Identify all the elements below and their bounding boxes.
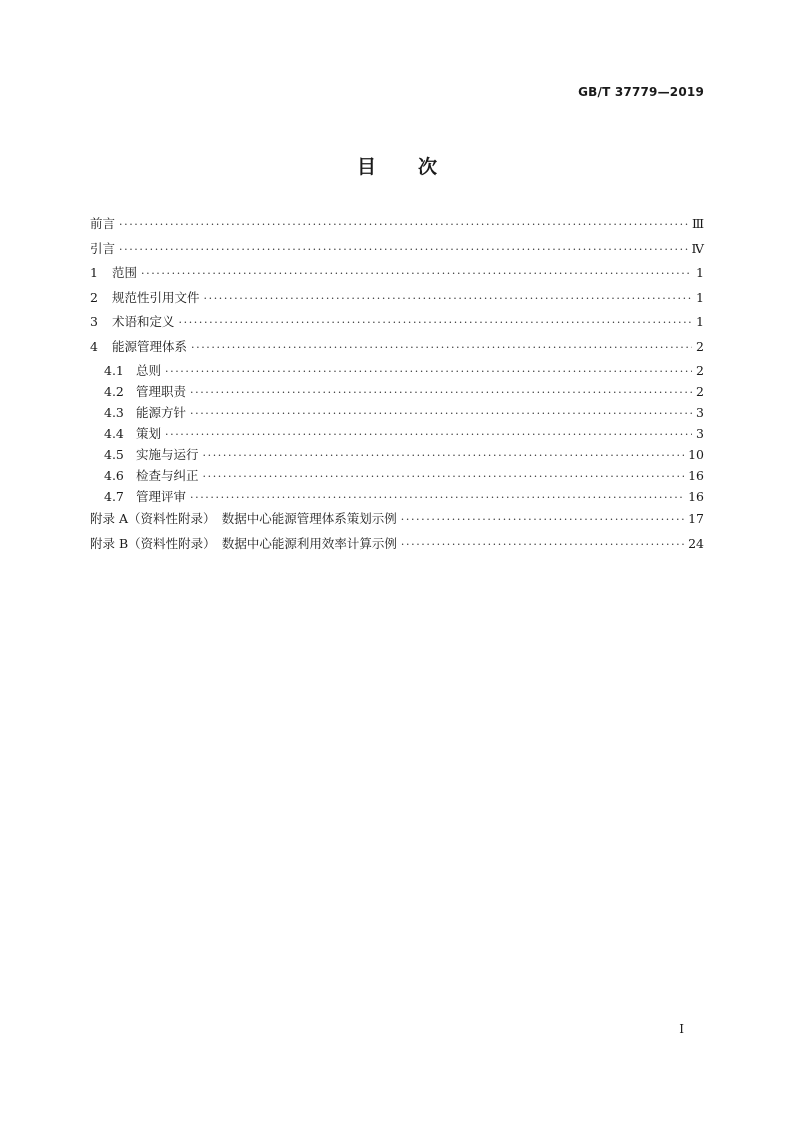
toc-entry-management-review[interactable] <box>90 489 704 510</box>
toc-entry-label: 附录 B（资料性附录） 数据中心能源利用效率计算示例 <box>90 535 397 551</box>
toc-entry-page: 2 <box>696 338 704 354</box>
toc-entry-number: 4.1 <box>104 363 124 378</box>
toc-entry-implementation-operation[interactable] <box>90 447 704 468</box>
toc-entry-label: 能源方针 <box>136 405 187 420</box>
toc-leader-dots <box>165 364 692 380</box>
toc-entry-page: 1 <box>696 314 704 329</box>
toc-entry-page: 1 <box>696 265 704 280</box>
toc-entry-page: 2 <box>696 384 704 399</box>
toc-entry-label: 术语和定义 <box>112 314 175 329</box>
toc-leader-dots <box>203 469 685 485</box>
toc-leader-dots <box>119 217 688 233</box>
toc-entry-foreword[interactable] <box>90 216 704 241</box>
toc-entry-number: 4.2 <box>104 384 124 399</box>
toc-leader-dots <box>179 315 692 331</box>
toc-entry-planning[interactable] <box>90 426 704 447</box>
toc-entry-label: 检查与纠正 <box>136 468 199 483</box>
toc-leader-dots <box>203 448 685 464</box>
toc-entry-annex-a[interactable] <box>90 511 704 536</box>
toc-entry-page: Ⅳ <box>691 240 704 256</box>
toc-entry-number: 4 <box>90 338 98 354</box>
toc-entry-number: 2 <box>90 289 98 305</box>
toc-leader-dots <box>401 537 684 553</box>
toc-entry-page: 3 <box>696 426 704 441</box>
toc-entry-checking-correction[interactable] <box>90 468 704 489</box>
toc-entry-number: 4.4 <box>104 426 124 441</box>
standard-code: GB/T 37779—2019 <box>578 85 704 99</box>
toc-leader-dots <box>119 242 687 258</box>
toc-entry-label: 附录 A（资料性附录） 数据中心能源管理体系策划示例 <box>90 511 397 526</box>
toc-leader-dots <box>165 427 692 443</box>
toc-entry-label: 实施与运行 <box>136 447 199 462</box>
toc-leader-dots <box>401 512 684 528</box>
toc-entry-label: 管理评审 <box>136 489 187 504</box>
toc-entry-page: 1 <box>696 289 704 305</box>
toc-entry-page: 16 <box>688 468 704 483</box>
toc-entry-normative-references[interactable] <box>90 290 704 315</box>
toc-entry-energy-policy[interactable] <box>90 405 704 426</box>
toc-entry-terms-definitions[interactable] <box>90 314 704 339</box>
toc-entry-number: 3 <box>90 314 98 329</box>
toc-entry-label: 管理职责 <box>136 384 187 399</box>
toc-entry-number: 1 <box>90 265 98 280</box>
toc-leader-dots <box>204 291 692 307</box>
toc-leader-dots <box>190 406 692 422</box>
toc-entry-number: 4.6 <box>104 468 124 483</box>
toc-entry-page: 3 <box>696 405 704 420</box>
toc-entry-page: Ⅲ <box>691 216 704 231</box>
toc-leader-dots <box>190 385 692 401</box>
table-of-contents <box>90 216 704 560</box>
toc-entry-number: 4.3 <box>104 405 124 420</box>
toc-entry-page: 2 <box>696 363 704 378</box>
toc-entry-label: 范围 <box>112 265 138 280</box>
toc-entry-management-responsibility[interactable] <box>90 384 704 405</box>
toc-entry-general[interactable] <box>90 363 704 384</box>
toc-entry-number: 4.5 <box>104 447 124 462</box>
toc-entry-page: 17 <box>688 511 704 526</box>
toc-leader-dots <box>141 266 692 282</box>
toc-entry-page: 24 <box>688 535 704 551</box>
page-number: I <box>679 1022 684 1036</box>
toc-entry-energy-management-system[interactable] <box>90 339 704 364</box>
toc-entry-page: 16 <box>688 489 704 504</box>
toc-entry-annex-b[interactable] <box>90 536 704 561</box>
toc-entry-number: 4.7 <box>104 489 124 504</box>
toc-entry-label: 能源管理体系 <box>112 338 188 354</box>
toc-entry-label: 规范性引用文件 <box>112 289 200 305</box>
toc-entry-label: 前言 <box>90 216 116 231</box>
toc-leader-dots <box>190 490 684 506</box>
toc-entry-scope[interactable] <box>90 265 704 290</box>
toc-entry-label: 引言 <box>90 240 116 256</box>
toc-leader-dots <box>191 340 692 356</box>
page-title: 目次 <box>356 156 479 178</box>
toc-entry-page: 10 <box>688 447 704 462</box>
toc-entry-label: 总则 <box>136 363 162 378</box>
toc-entry-label: 策划 <box>136 426 162 441</box>
toc-entry-introduction[interactable] <box>90 241 704 266</box>
